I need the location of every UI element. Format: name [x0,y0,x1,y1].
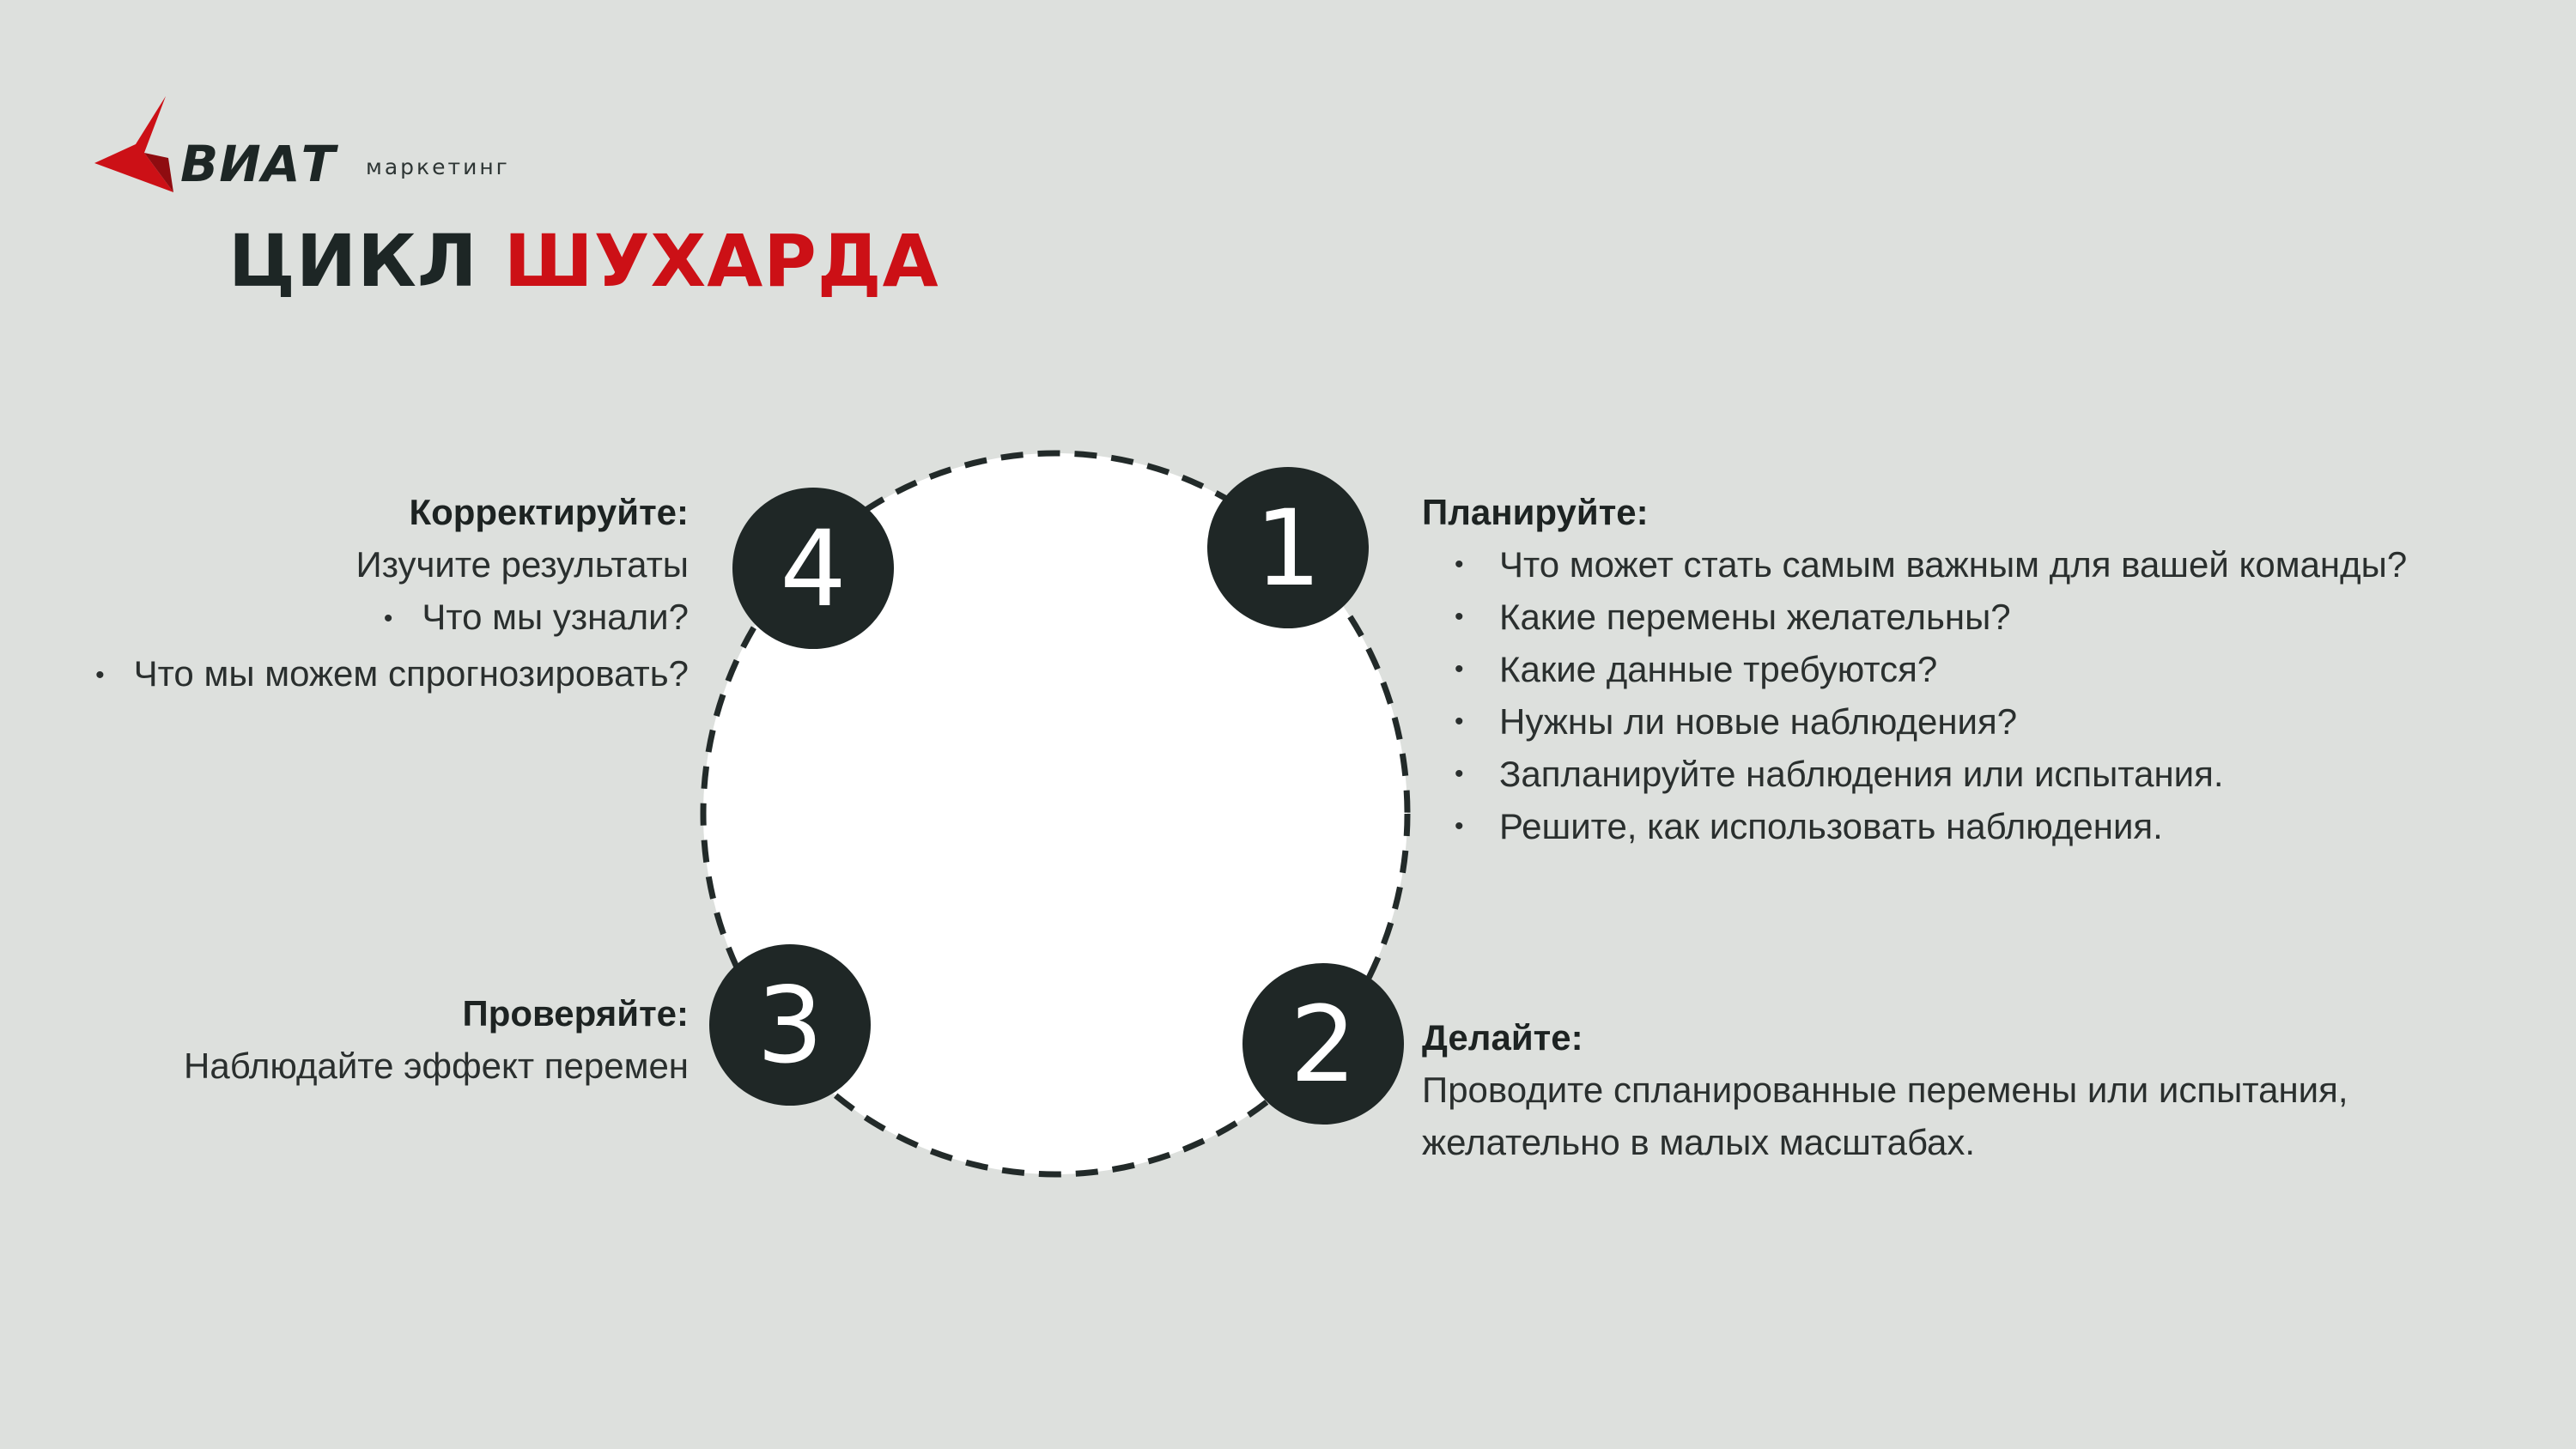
check-heading: Проверяйте: [462,993,689,1034]
title-part-2: ШУХАРДА [503,219,939,303]
step-number-4: 4 [780,508,847,630]
list-item: • Решите, как использовать наблюдения. [1422,800,2407,852]
list-item: • Запланируйте наблюдения или испытания. [1422,748,2407,800]
step-badge-2 [1242,963,1404,1125]
list-item: • Что мы можем спрогнозировать? [95,647,689,704]
list-item: • Нужны ли новые наблюдения? [1422,695,2407,748]
plan-heading: Планируйте: [1422,492,1649,532]
step-number-1: 1 [1255,488,1321,609]
plan-list [1422,538,2407,852]
step-number-2: 2 [1290,984,1357,1106]
do-line-1: Проводите спланированные перемены или испытания, [1422,1070,2348,1110]
title-part-1: ЦИКЛ [228,219,478,303]
list-item: • Что может стать самым важным для вашей команды? [1422,538,2407,591]
act-block [95,486,689,704]
do-line-2: желательно в малых масштабах. [1422,1122,1976,1162]
act-text: Изучите результаты [355,544,689,585]
check-block [184,987,689,1092]
plan-block [1422,486,2407,852]
logo-brand: ВИАТ [180,135,337,193]
logo-subtitle: маркетинг [366,155,510,179]
list-item: • Какие перемены желательны? [1422,591,2407,643]
check-text: Наблюдайте эффект перемен [184,1046,689,1086]
do-block [1422,1011,2348,1168]
step-number-3: 3 [756,965,823,1087]
list-item: • Что мы узнали? [95,591,689,647]
step-badge-4 [732,488,894,649]
list-item: • Какие данные требуются? [1422,643,2407,695]
act-list [95,591,689,704]
do-heading: Делайте: [1422,1017,1583,1058]
act-heading: Корректируйте: [409,492,689,532]
step-badge-1 [1207,467,1369,628]
step-badge-3 [709,944,871,1106]
